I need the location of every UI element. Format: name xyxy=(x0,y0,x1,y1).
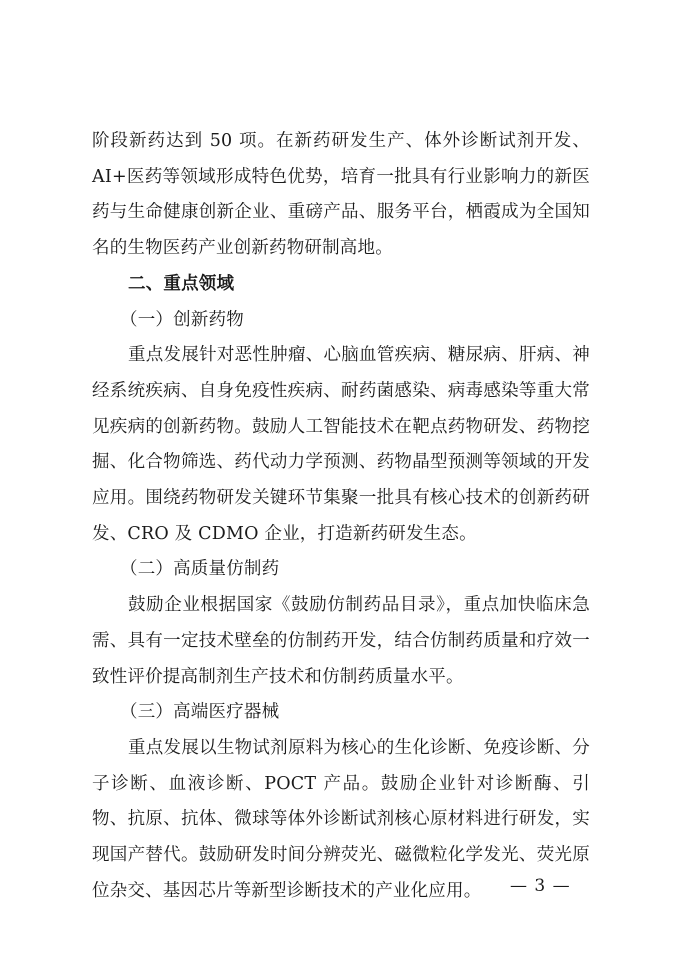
paragraph-generic-drugs: 鼓励企业根据国家《鼓励仿制药品目录》，重点加快临床急需、具有一定技术壁垒的仿制药开发，结合仿制药质量和疗效一致性评价提高制剂生产技术和仿制药质量水平。 xyxy=(92,595,590,687)
subsection-heading-1: （一）创新药物 xyxy=(120,309,244,330)
paragraph-medical-devices: 重点发展以生物试剂原料为核心的生化诊断、免疫诊断、分子诊断、血液诊断、POCT 产品。鼓励企业针对诊断酶、引物、抗原、抗体、微球等体外诊断试剂核心原材料进行研发，实现国产替代。鼓励研发时间分辨荧光、磁微粒化学发光、荧光原位杂交、基因芯片等新型诊断技术的产业化应用。 xyxy=(92,737,590,901)
paragraph-intro-continuation: 阶段新药达到 50 项。在新药研发生产、体外诊断试剂开发、AI+医药等领域形成特色优势，培育一批具有行业影响力的新医药与生命健康创新企业、重磅产品、服务平台，栖霞成为全国知名的生物医药产业创新药物研制高地。 xyxy=(92,131,590,259)
subsection-heading-2: （二）高质量仿制药 xyxy=(120,559,280,580)
section-heading: 二、重点领域 xyxy=(128,273,235,294)
subsection-heading-3: （三）高端医疗器械 xyxy=(120,702,280,723)
page-number: — 3 — xyxy=(510,876,571,896)
document-body xyxy=(92,124,590,909)
paragraph-innovative-drugs: 重点发展针对恶性肿瘤、心脑血管疾病、糖尿病、肝病、神经系统疾病、自身免疫性疾病、耐药菌感染、病毒感染等重大常见疾病的创新药物。鼓励人工智能技术在靶点药物研发、药物挖掘、化合物筛选、药代动力学预测、药物晶型预测等领域的开发应用。围绕药物研发关键环节集聚一批具有核心技术的创新药研发、CRO 及 CDMO 企业，打造新药研发生态。 xyxy=(92,345,590,544)
